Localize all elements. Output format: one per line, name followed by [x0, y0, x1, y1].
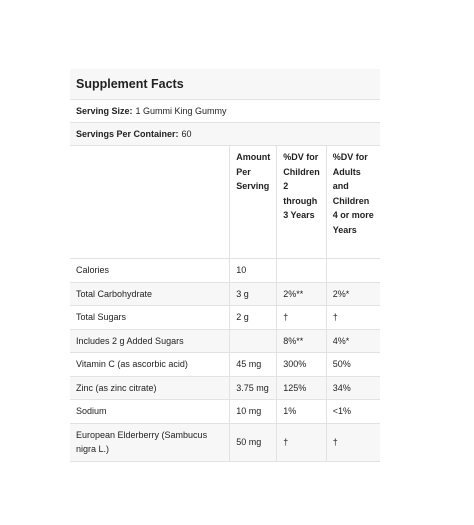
nutrient-amount: 3.75 mg — [230, 376, 277, 400]
nutrient-name: Total Carbohydrate — [70, 282, 230, 306]
nutrient-amount: 45 mg — [230, 353, 277, 377]
nutrient-table — [70, 146, 380, 462]
nutrient-dv-children: 300% — [277, 353, 327, 377]
servings-per-container-value: 60 — [181, 129, 192, 139]
nutrient-dv-adults: † — [326, 306, 380, 330]
nutrient-amount: 50 mg — [230, 423, 277, 461]
nutrient-row — [70, 353, 380, 377]
nutrient-amount: 3 g — [230, 282, 277, 306]
nutrient-row — [70, 259, 380, 283]
nutrient-row — [70, 282, 380, 306]
nutrient-name: Total Sugars — [70, 306, 230, 330]
amount-column-header: Amount Per Serving — [230, 146, 277, 259]
nutrient-dv-adults: <1% — [326, 400, 380, 424]
supplement-facts-panel — [70, 69, 380, 462]
nutrient-dv-adults: 2%* — [326, 282, 380, 306]
nutrient-name: Calories — [70, 259, 230, 283]
nutrient-dv-children: 1% — [277, 400, 327, 424]
nutrient-amount: 10 — [230, 259, 277, 283]
nutrient-dv-children: 8%** — [277, 329, 327, 353]
panel-title: Supplement Facts — [70, 69, 380, 100]
serving-size-row — [70, 100, 380, 123]
nutrient-name: Zinc (as zinc citrate) — [70, 376, 230, 400]
nutrient-dv-adults: 50% — [326, 353, 380, 377]
nutrient-dv-adults — [326, 259, 380, 283]
nutrient-dv-adults: 4%* — [326, 329, 380, 353]
nutrient-dv-adults: 34% — [326, 376, 380, 400]
dv-children-column-header: %DV for Children 2 through 3 Years — [277, 146, 327, 259]
servings-per-container-row — [70, 123, 380, 146]
nutrient-row — [70, 329, 380, 353]
nutrient-dv-children: 125% — [277, 376, 327, 400]
nutrient-row — [70, 400, 380, 424]
column-header-row — [70, 146, 380, 259]
nutrient-name: Sodium — [70, 400, 230, 424]
nutrient-dv-adults: † — [326, 423, 380, 461]
dv-adults-column-header: %DV for Adults and Children 4 or more Years — [326, 146, 380, 259]
nutrient-name: Vitamin C (as ascorbic acid) — [70, 353, 230, 377]
nutrient-row — [70, 306, 380, 330]
nutrient-name: European Elderberry (Sambucus nigra L.) — [70, 423, 230, 461]
nutrient-dv-children: 2%** — [277, 282, 327, 306]
nutrient-amount — [230, 329, 277, 353]
servings-per-container-label: Servings Per Container: — [76, 129, 179, 139]
nutrient-name: Includes 2 g Added Sugars — [70, 329, 230, 353]
nutrient-row — [70, 376, 380, 400]
nutrient-amount: 10 mg — [230, 400, 277, 424]
nutrient-dv-children — [277, 259, 327, 283]
serving-size-value: 1 Gummi King Gummy — [135, 106, 227, 116]
nutrient-amount: 2 g — [230, 306, 277, 330]
serving-size-label: Serving Size: — [76, 106, 133, 116]
nutrient-column-header — [70, 146, 230, 259]
nutrient-row — [70, 423, 380, 461]
nutrient-dv-children: † — [277, 306, 327, 330]
nutrient-dv-children: † — [277, 423, 327, 461]
